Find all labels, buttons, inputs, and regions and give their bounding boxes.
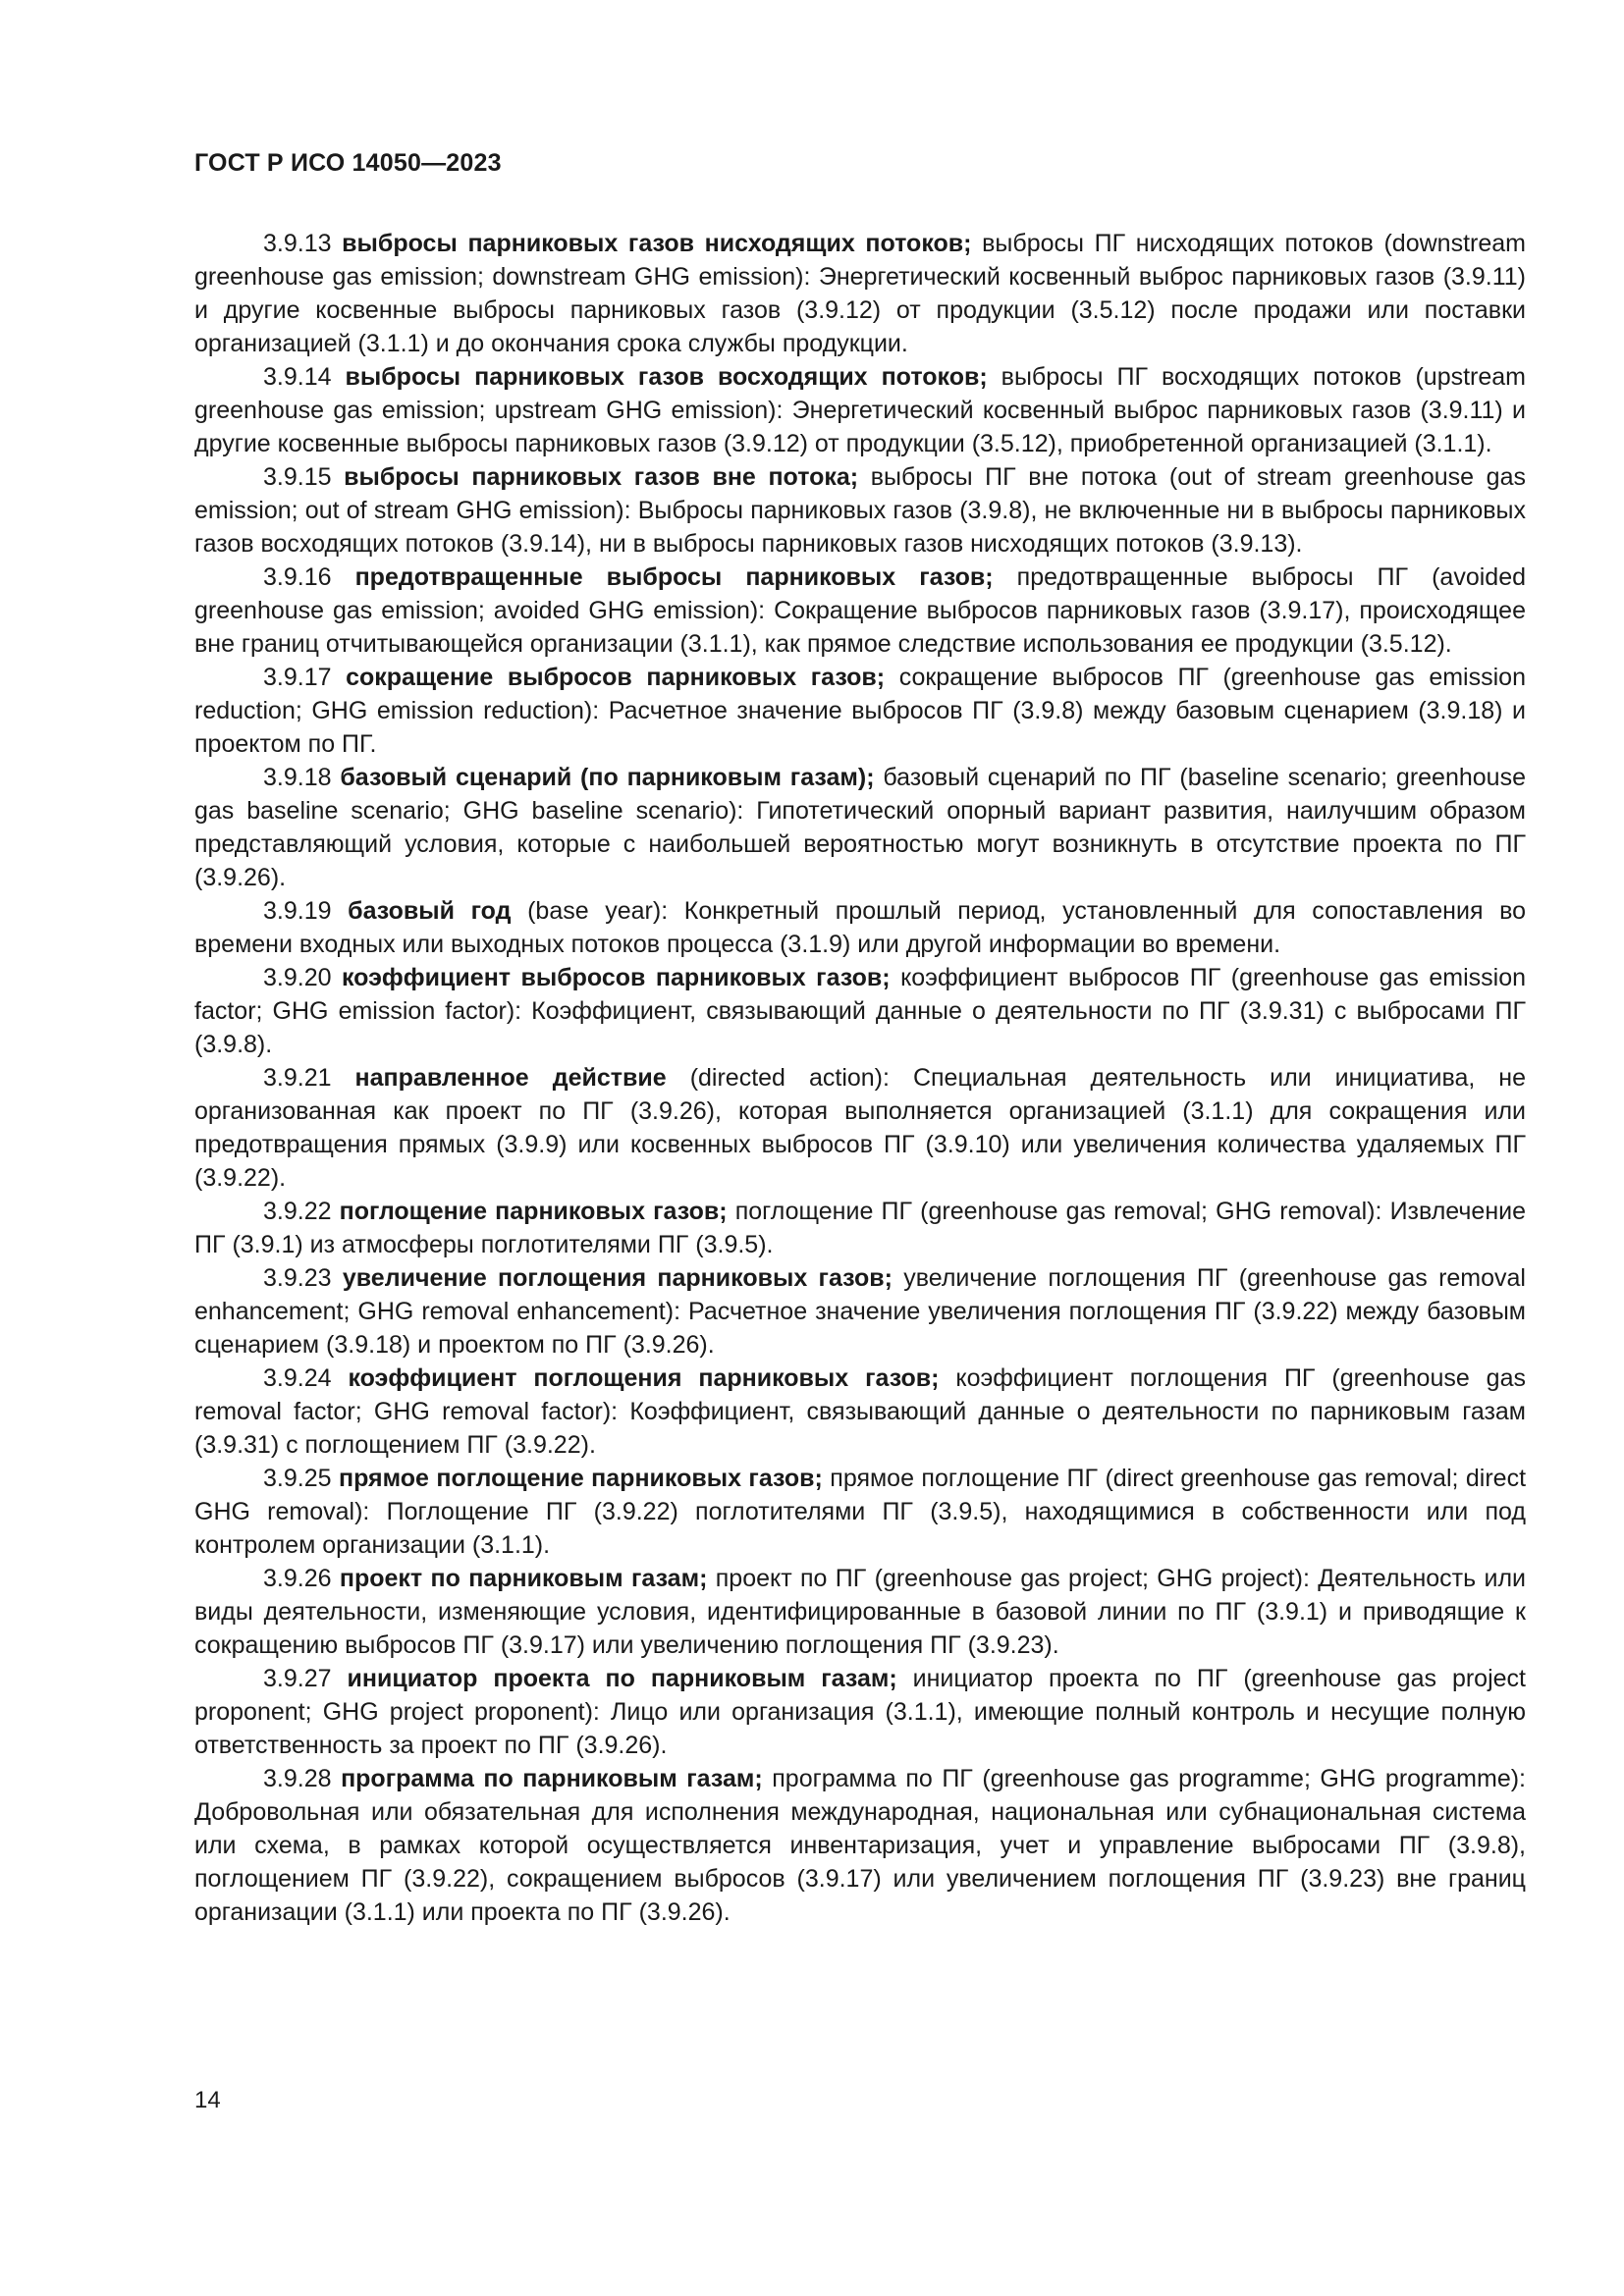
standard-header: ГОСТ Р ИСО 14050—2023 <box>194 149 502 177</box>
entry-definition: (directed action): Специальная деятельность или инициатива, не организованная как проект по ПГ (3.9.26), которая выполняется организацией (3.1.1) для сокращения или предотвращения прямых (3.9.9) или косвенных выбросов ПГ (3.9.10) или увеличения количества удаляемых ПГ (3.9.22). <box>194 1064 1527 1192</box>
entry-term: выбросы парниковых газов вне потока; <box>344 463 859 491</box>
entry-term: инициатор проекта по парниковым газам; <box>347 1665 897 1692</box>
term-entry-3-9-13 <box>194 227 1526 360</box>
entry-number: 3.9.20 <box>263 964 332 991</box>
entry-term: прямое поглощение парниковых газов; <box>338 1465 823 1492</box>
entry-term: сокращение выбросов парниковых газов; <box>346 664 886 691</box>
entry-definition: программа по ПГ (greenhouse gas programme; GHG programme): Добровольная или обязательная для исполнения международная, национальная или субнациональная система или схема, в рамках которой осуществляется инвентаризация, учет и управление выбросами ПГ (3.9.8), поглощением ПГ (3.9.22), сокращением выбросов (3.9.17) или увеличением поглощения ПГ (3.9.23) вне границ организации (3.1.1) или проекта по ПГ (3.9.26). <box>194 1765 1527 1926</box>
entry-term: увеличение поглощения парниковых газов; <box>342 1264 893 1292</box>
term-entry-3-9-28 <box>194 1762 1526 1929</box>
entry-term: базовый год <box>348 897 512 925</box>
term-entry-3-9-26 <box>194 1562 1526 1662</box>
entry-term: выбросы парниковых газов нисходящих потоков; <box>342 230 972 257</box>
entry-number: 3.9.26 <box>263 1565 332 1592</box>
term-entry-3-9-24 <box>194 1362 1526 1462</box>
entry-definition: проект по ПГ (greenhouse gas project; GHG project): Деятельность или виды деятельности, изменяющие условия, идентифицированные в базовой линии по ПГ (3.9.1) и приводящие к сокращению выбросов ПГ (3.9.17) или увеличению поглощения ПГ (3.9.23). <box>194 1565 1526 1659</box>
entry-definition: увеличение поглощения ПГ (greenhouse gas removal enhancement; GHG removal enhancement): Расчетное значение увеличения поглощения ПГ (3.9.22) между базовым сценарием (3.9.18) и проектом по ПГ (3.9.26). <box>194 1264 1526 1359</box>
term-entry-3-9-19 <box>194 894 1526 961</box>
entry-definition: выбросы ПГ восходящих потоков (upstream greenhouse gas emission; upstream GHG emission): Энергетический косвенный выброс парниковых газов (3.9.11) и другие косвенные выбросы парниковых газов (3.9.12) от продукции (3.5.12), приобретенной организацией (3.1.1). <box>194 363 1526 457</box>
entry-term: коэффициент поглощения парниковых газов; <box>348 1364 940 1392</box>
page-number: 14 <box>194 2087 221 2113</box>
entry-definition: прямое поглощение ПГ (direct greenhouse gas removal; direct GHG removal): Поглощение ПГ (3.9.22) поглотителями ПГ (3.9.5), находящимися в собственности или под контролем организации (3.1.1). <box>194 1465 1527 1559</box>
entry-definition: коэффициент поглощения ПГ (greenhouse gas removal factor; GHG removal factor): Коэффициент, связывающий данные о деятельности по парниковым газам (3.9.31) с поглощением ПГ (3.9.22). <box>194 1364 1526 1459</box>
entry-number: 3.9.27 <box>263 1665 332 1692</box>
term-entry-3-9-21 <box>194 1061 1526 1195</box>
entry-definition: поглощение ПГ (greenhouse gas removal; GHG removal): Извлечение ПГ (3.9.1) из атмосферы поглотителями ПГ (3.9.5). <box>194 1198 1526 1258</box>
entry-term: базовый сценарий (по парниковым газам); <box>340 764 875 791</box>
term-entry-3-9-15 <box>194 460 1526 561</box>
term-entry-3-9-20 <box>194 961 1526 1061</box>
entry-number: 3.9.28 <box>263 1765 332 1792</box>
entry-term: предотвращенные выбросы парниковых газов; <box>354 563 994 591</box>
entry-number: 3.9.22 <box>263 1198 332 1225</box>
entry-term: направленное действие <box>354 1064 667 1092</box>
term-entry-3-9-17 <box>194 661 1526 761</box>
entry-number: 3.9.13 <box>263 230 332 257</box>
entry-number: 3.9.17 <box>263 664 332 691</box>
entry-definition: базовый сценарий по ПГ (baseline scenario; greenhouse gas baseline scenario; GHG baseline scenario): Гипотетический опорный вариант развития, наилучшим образом представляющий условия, которые с наибольшей вероятностью могут возникнуть в отсутствие проекта по ПГ (3.9.26). <box>194 764 1526 891</box>
entry-number: 3.9.15 <box>263 463 332 491</box>
entry-number: 3.9.16 <box>263 563 332 591</box>
entry-definition: (base year): Конкретный прошлый период, установленный для сопоставления во времени входных или выходных потоков процесса (3.1.9) или другой информации во времени. <box>194 897 1527 958</box>
term-entry-3-9-14 <box>194 360 1526 460</box>
entry-definition: коэффициент выбросов ПГ (greenhouse gas emission factor; GHG emission factor): Коэффициент, связывающий данные о деятельности по ПГ (3.9.31) с выбросами ПГ (3.9.8). <box>194 964 1527 1058</box>
term-entry-3-9-23 <box>194 1261 1526 1362</box>
term-entry-3-9-25 <box>194 1462 1526 1562</box>
entry-term: выбросы парниковых газов восходящих потоков; <box>345 363 988 391</box>
entry-definition: выбросы ПГ нисходящих потоков (downstream greenhouse gas emission; downstream GHG emission): Энергетический косвенный выброс парниковых газов (3.9.11) и другие косвенные выбросы парниковых газов (3.9.12) от продукции (3.5.12) после продажи или поставки организацией (3.1.1) и до окончания срока службы продукции. <box>194 230 1526 357</box>
term-entry-3-9-22 <box>194 1195 1526 1261</box>
term-entry-3-9-27 <box>194 1662 1526 1762</box>
entry-definition: выбросы ПГ вне потока (out of stream greenhouse gas emission; out of stream GHG emission): Выбросы парниковых газов (3.9.8), не включенные ни в выбросы парниковых газов восходящих потоков (3.9.14), ни в выбросы парниковых газов нисходящих потоков (3.9.13). <box>194 463 1526 558</box>
entry-number: 3.9.24 <box>263 1364 332 1392</box>
term-entry-3-9-16 <box>194 561 1526 661</box>
entry-number: 3.9.14 <box>263 363 332 391</box>
entry-term: программа по парниковым газам; <box>341 1765 763 1792</box>
document-body <box>194 227 1526 1929</box>
entry-number: 3.9.18 <box>263 764 332 791</box>
entry-definition: инициатор проекта по ПГ (greenhouse gas project proponent; GHG project proponent): Лицо или организация (3.1.1), имеющие полный контроль и несущие полную ответственность за проект по ПГ (3.9.26). <box>194 1665 1526 1759</box>
entry-term: поглощение парниковых газов; <box>339 1198 728 1225</box>
entry-term: проект по парниковым газам; <box>339 1565 708 1592</box>
term-entry-3-9-18 <box>194 761 1526 894</box>
entry-definition: предотвращенные выбросы ПГ (avoided greenhouse gas emission; avoided GHG emission): Сокращение выбросов парниковых газов (3.9.17), происходящее вне границ отчитывающейся организации (3.1.1), как прямое следствие использования ее продукции (3.5.12). <box>194 563 1527 658</box>
entry-number: 3.9.25 <box>263 1465 332 1492</box>
entry-term: коэффициент выбросов парниковых газов; <box>342 964 891 991</box>
entry-number: 3.9.23 <box>263 1264 332 1292</box>
entry-definition: сокращение выбросов ПГ (greenhouse gas emission reduction; GHG emission reduction): Расчетное значение выбросов ПГ (3.9.8) между базовым сценарием (3.9.18) и проектом по ПГ. <box>194 664 1526 758</box>
entry-number: 3.9.21 <box>263 1064 332 1092</box>
entry-number: 3.9.19 <box>263 897 332 925</box>
